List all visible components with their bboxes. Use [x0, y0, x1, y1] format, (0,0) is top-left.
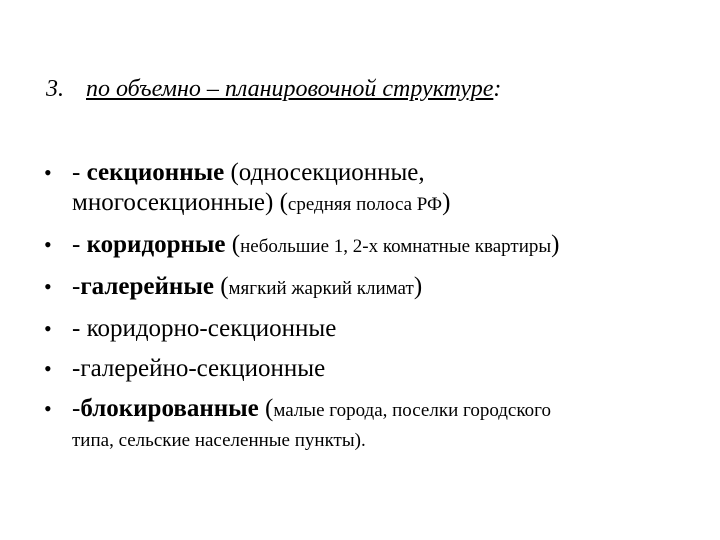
item-term: секционные	[86, 159, 225, 186]
item-note-continuation: типа, сельские населенные пункты).	[72, 430, 366, 451]
item-paren-close: )	[551, 231, 560, 258]
bullet-icon: •	[44, 232, 52, 257]
item-paren-open: (	[213, 273, 229, 300]
heading-text: по объемно – планировочной структуре	[86, 76, 494, 102]
item-text: - коридорно-секционные	[72, 315, 337, 342]
item-note: средняя полоса РФ	[287, 194, 443, 215]
item-term: блокированные	[80, 395, 259, 422]
item-text: (односекционные,	[224, 159, 425, 186]
item-prefix: -	[72, 273, 81, 300]
item-text: -галерейно-секционные	[72, 355, 326, 382]
item-prefix: -	[72, 159, 87, 186]
item-prefix: -	[72, 231, 87, 258]
list-item-corridor-sectional	[44, 314, 704, 344]
bullet-icon: •	[44, 160, 52, 185]
bullet-icon: •	[44, 316, 52, 341]
heading-colon: :	[493, 76, 502, 102]
list-item-gallery	[44, 272, 704, 304]
item-paren-open: (	[225, 231, 241, 258]
item-term: галерейные	[80, 273, 214, 300]
bullet-icon: •	[44, 396, 52, 421]
bullet-icon: •	[44, 274, 52, 299]
item-note: мягкий жаркий климат	[228, 278, 414, 299]
list-item-gallery-sectional	[44, 354, 704, 384]
item-paren-close: )	[442, 189, 451, 216]
item-note: небольшие 1, 2-х комнатные квартиры	[240, 236, 552, 257]
slide-heading	[46, 76, 501, 103]
list-item-blocked	[44, 394, 704, 456]
item-text: многосекционные) (	[72, 189, 288, 216]
item-paren-open: (	[258, 395, 274, 422]
item-paren-close: )	[413, 273, 423, 300]
item-term: коридорные	[86, 231, 226, 258]
list-item-sectional	[44, 158, 704, 220]
bullet-list	[44, 158, 704, 466]
bullet-icon: •	[44, 356, 52, 381]
list-item-corridor	[44, 230, 704, 262]
item-prefix: -	[72, 395, 81, 422]
item-note: малые города, поселки городского	[273, 400, 551, 421]
heading-number: 3.	[46, 76, 64, 102]
item-continuation	[72, 188, 704, 220]
